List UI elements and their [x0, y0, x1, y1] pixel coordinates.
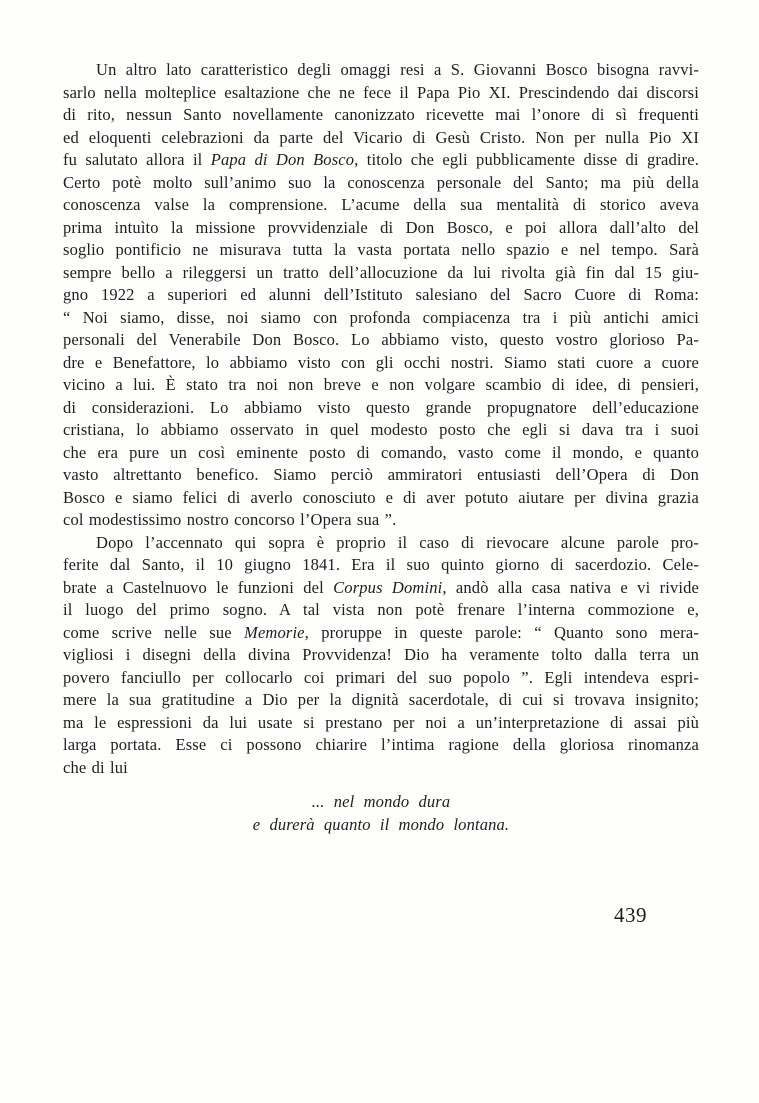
text-block [63, 59, 699, 779]
text-line: Certo potè molto sull’animo suo la conoscenza personale del Santo; ma più della [63, 172, 699, 192]
italic-text: Memorie [244, 622, 305, 642]
text-line: vicino a lui. È stato tra noi non breve e non volgare scambio di idee, di pensieri, [63, 375, 699, 394]
text-line: ma le espressioni da lui usate si prestano per noi a un’interpretazione di assai più [63, 712, 699, 732]
text-line: vasto altrettanto benefico. Siamo perciò ammiratori entusiasti dell’Opera di Don [63, 465, 699, 484]
text-line: di rito, nessun Santo novellamente canonizzato ricevette mai l’onore di sì frequenti [63, 105, 699, 124]
text-line: conoscenza valse la comprensione. L’acume della sua mentalità di storico aveva [63, 195, 699, 214]
italic-text: Papa di Don Bosco [210, 150, 355, 169]
text-line: dre e Benefattore, lo abbiamo visto con gli occhi nostri. Siamo stati cuore a cuore [63, 352, 699, 372]
text-line: larga portata. Esse ci possono chiarire l’intima ragione della gloriosa rinomanza [63, 735, 699, 754]
text-line: mere la sua gratitudine a Dio per la dignità sacerdotale, di cui si trovava insignito; [63, 690, 699, 709]
text-line: cristiana, lo abbiamo osservato in quel modesto posto che egli si dava tra i suoi [63, 420, 699, 439]
text-line: vigliosi i disegni della divina Provvidenza! Dio ha veramente tolto dalla terra un [63, 645, 699, 664]
text-line: Bosco e siamo felici di averlo conosciuto e di aver potuto aiutare per divina grazia [63, 487, 699, 507]
text-line: gno 1922 a superiori ed alunni dell’Istituto salesiano del Sacro Cuore di Roma: [63, 285, 699, 304]
paragraph-1 [63, 59, 699, 532]
verse-block [63, 790, 699, 836]
text-line: che di lui [63, 757, 128, 777]
page-number: 439 [614, 903, 647, 927]
text-line: sempre bello a rileggersi un tratto dell’allocuzione da lui rivolta già fin dal 15 giu- [63, 262, 699, 282]
text-line: brate a Castelnuovo le funzioni del Corpus Domini, andò alla casa nativa e vi rivide [63, 577, 699, 597]
text-line: Dopo l’accennato qui sopra è proprio il caso di rievocare alcune parole pro- [96, 532, 699, 552]
text-line: personali del Venerabile Don Bosco. Lo abbiamo visto, questo vostro glorioso Pa- [63, 330, 699, 349]
text-line: fu salutato allora il Papa di Don Bosco, titolo che egli pubblicamente disse di gradire. [63, 150, 699, 169]
paragraph-2 [63, 532, 699, 780]
text-line: povero fanciullo per collocarlo coi primari del suo popolo ”. Egli intendeva espri- [63, 667, 699, 687]
text-line: Un altro lato caratteristico degli omaggi resi a S. Giovanni Bosco bisogna ravvi- [96, 60, 699, 79]
text-line: come scrive nelle sue Memorie, proruppe in queste parole: “ Quanto sono mera- [63, 622, 699, 642]
verse-line-1: ... nel mondo dura [311, 792, 451, 811]
text-line: soglio pontificio ne misurava tutta la vasta portata nello spazio e nel tempo. Sarà [63, 240, 699, 259]
text-line: il luogo del primo sogno. A tal vista non potè frenare l’interna commozione e, [63, 600, 699, 619]
text-line: di considerazioni. Lo abbiamo visto questo grande propugnatore dell’educazione [63, 397, 699, 417]
text-line: che era pure un così eminente posto di comando, vasto come il mondo, e quanto [63, 442, 699, 462]
text-line: “ Noi siamo, disse, noi siamo con profonda compiacenza tra i più antichi amici [63, 307, 699, 327]
verse-line-2: e durerà quanto il mondo lontana. [252, 815, 510, 834]
text-line: prima intuìto la missione provvidenziale di Don Bosco, e poi allora dall’alto del [63, 217, 699, 237]
text-line: sarlo nella molteplice esaltazione che ne fece il Papa Pio XI. Prescindendo dai discorsi [63, 82, 699, 102]
text-line: ferite dal Santo, il 10 giugno 1841. Era il suo quinto giorno di sacerdozio. Cele- [63, 555, 699, 574]
text-line: ed eloquenti celebrazioni da parte del Vicario di Gesù Cristo. Non per nulla Pio XI [63, 127, 699, 147]
italic-text: Corpus Domini [333, 577, 443, 597]
text-line: col modestissimo nostro concorso l’Opera sua ”. [63, 510, 397, 529]
